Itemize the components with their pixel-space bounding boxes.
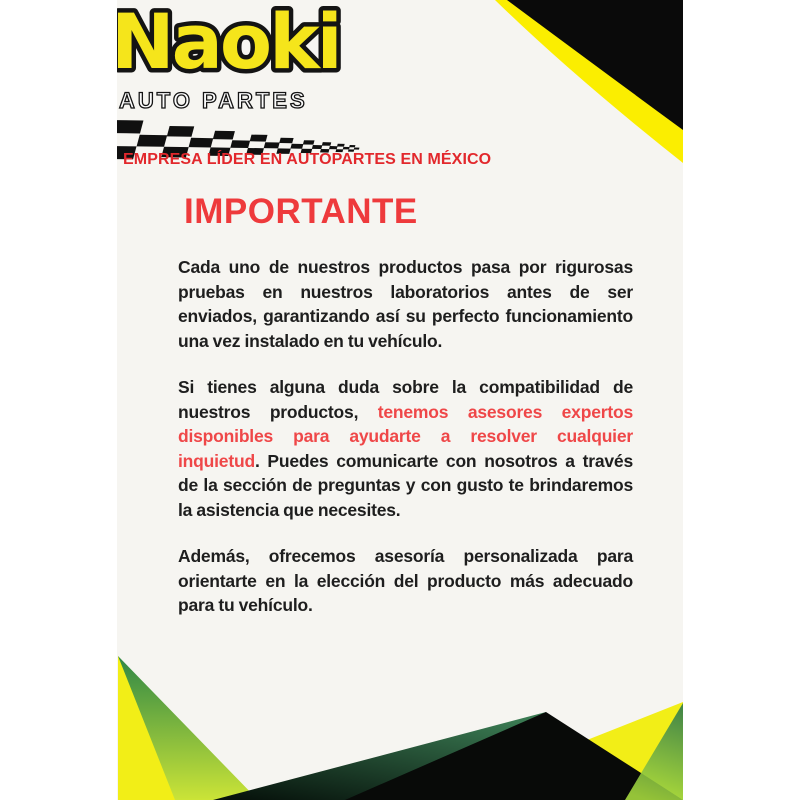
- naoki-logo-text: Naoki: [111, 0, 340, 86]
- paragraph-advice: Además, ofrecemos asesoría personalizada para orientarte en la elección del producto más adecuado para tu vehículo.: [178, 546, 633, 615]
- naoki-logo: [111, 0, 367, 94]
- body-copy: [178, 194, 633, 640]
- flyer-sheet: [111, 0, 683, 800]
- corner-black-shape: [507, 0, 683, 130]
- paragraph-compatibility-highlight: tenemos asesores expertos disponibles para ayudarte a resolver cualquier inquietud: [178, 401, 633, 471]
- logo-tagline: AUTO PARTES: [119, 88, 308, 113]
- paragraph-compatibility: [178, 375, 633, 522]
- page-title: IMPORTANTE: [184, 192, 418, 231]
- top-right-curve-decoration: [483, 0, 683, 170]
- bottom-triangles-decoration: [117, 640, 683, 800]
- brand-slogan: EMPRESA LÍDER EN AUTOPARTES EN MÉXICO: [123, 151, 492, 168]
- paragraph-compatibility-before: Si tienes alguna duda sobre la compatibilidad de nuestros productos,: [178, 377, 633, 422]
- paragraph-quality: Cada uno de nuestros productos pasa por rigurosas pruebas en nuestros laboratorios antes de ser enviados, garantizando así su perfecto funcionamiento una vez instalado en tu vehículo.: [178, 257, 633, 351]
- paragraph-compatibility-after: . Puedes comunicarte con nosotros a través de la sección de preguntas y con gusto te brindaremos la asistencia que necesites.: [178, 450, 633, 520]
